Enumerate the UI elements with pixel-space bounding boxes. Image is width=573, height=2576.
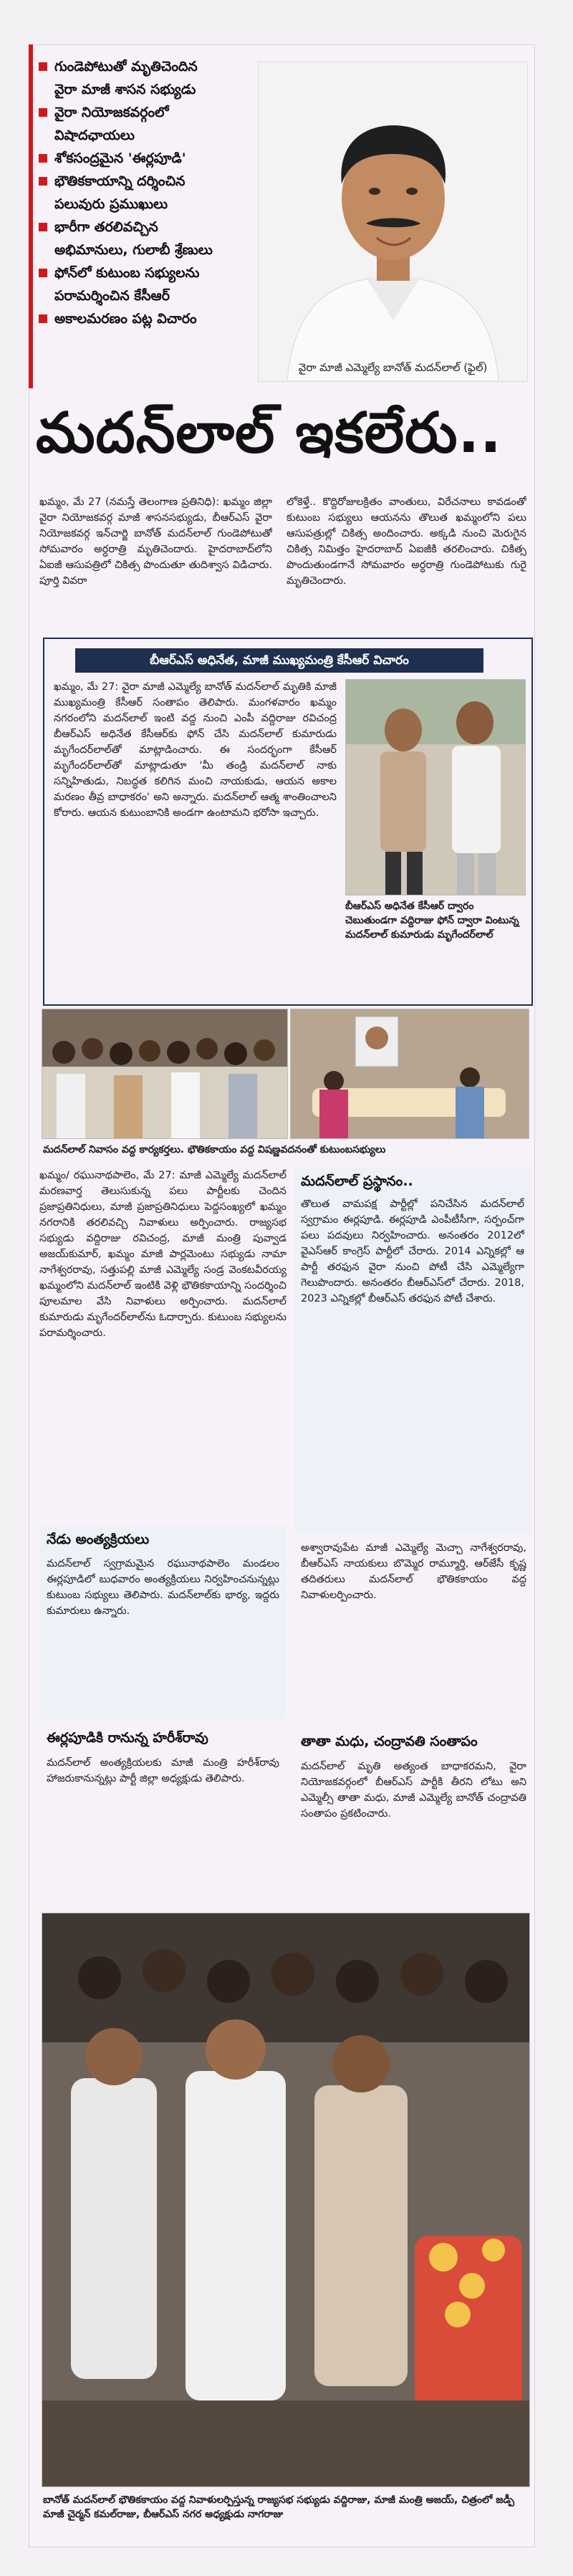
crowd-photo: [42, 1009, 288, 1139]
phone-call-photo: [345, 679, 526, 895]
highlight-item: [36, 287, 251, 305]
funeral-text: మదన్‌లాల్ స్వగ్రామమైన రఘునాథపాలెం మండలం ఈర్లపూడిలో బుధవారం అంత్యక్రియలు నిర్వహించనున్నట్లు కుటుంబ సభ్యులు తెలిపారు. మదన్‌లాల్‌కు భార్య, ఇద్దరు కుమారులు ఉన్నారు.: [47, 1558, 279, 1617]
family-illustration: [291, 1009, 529, 1138]
highlight-item: [36, 195, 251, 213]
crowd-illustration: [42, 1009, 287, 1138]
tribute-illustration: [42, 1913, 529, 2486]
box-photo-caption: బీఆర్ఎస్ అధినేత కేసీఆర్ ద్వారం చెబుతుండగా వద్దిరాజు ఫోన్ ద్వారా వింటున్న మదన్‌లాల్ కుమారుడు మృగేందర్‌లాల్: [345, 900, 519, 941]
lead-right-text: లోకెళ్తే.. కొద్దిరోజులక్రితం వాంతులు, విరేచనాలు కావడంతో కుటుంబ సభ్యులు ఆయనను తొలుత ఖమ్మంలోని పలు ఆసుపత్రుల్లో చికిత్స అందించారు. అక్కడి నుంచి మెరుగైన చికిత్స నిమిత్తం హైదరాబాద్ ఏఐజీకి తరలించారు. చికిత్స పొందుతుండగానే సోమవారం అర్ధరాత్రి గుండెపోటుకు గురై మృతిచెందారు.: [286, 496, 526, 587]
highlight-text: పలువురు ప్రముఖులు: [54, 196, 168, 212]
highlight-item: [36, 103, 251, 122]
bullet-icon: [39, 269, 47, 277]
bullet-icon: [39, 62, 47, 71]
highlight-text: విషాదఛాయలు: [54, 128, 135, 143]
harish-heading: ఈర్లపూడికి రానున్న హరీశ్‌రావు: [47, 1730, 208, 1746]
bullet-icon: [39, 177, 47, 186]
col-left-text: ఖమ్మం/ రఘునాథపాలెం, మే 27: మాజీ ఎమ్మెల్యే మదన్‌లాల్ మరణవార్త తెలుసుకున్న పలు పార్టీలకు చెందిన ప్రజాప్రతినిధులు, మాజీ ప్రజాప్రతినిధులు పెద్దసంఖ్యలో ఖమ్మం నగరానికి తరలివచ్చి నివాళులు అర్పించారు. రాజ్యసభ సభ్యుడు వద్దిరాజు రవిచంద్ర, మాజీ మంత్రి పువ్వాడ అజయ్‌కుమార్, ఖమ్మం మాజీ పార్లమెంటు సభ్యుడు నామా నాగేశ్వరరావు, సత్తుపల్లి మాజీ ఎమ్మెల్యే సండ్ర వెంకటవీరయ్య ఖమ్మంలోని మదన్‌లాల్ ఇంటికి వెళ్లి భౌతికకాయాన్ని సందర్శించి పూలమాల వేసి నివాళులు అర్పించారు. మదన్‌లాల్ కుమారుడు మృగేందర్‌లాల్‌ను ఓదార్చారు. కుటుంబ సభ్యులను పరామర్శించారు.: [39, 1170, 286, 1339]
highlight-text: వైరా నియోజకవర్గంలో: [54, 105, 169, 120]
highlight-item: [36, 172, 251, 191]
bottom-photo-caption: బానోత్ మదన్‌లాల్ భౌతికకాయం వద్ద నివాళులర్పిస్తున్న రాజ్యసభ సభ్యుడు వద్దిరాజు, మాజీ మంత్రి అజయ్, చిత్రంలో జడ్పీ మాజీ చైర్మన్ కమల్‌రాజు, బీఆర్ఎస్ నగర అధ్యక్షుడు నాగరాజు: [43, 2494, 515, 2520]
highlight-item: [36, 149, 251, 168]
highlights-rail: [29, 44, 33, 388]
highlight-text: భారీగా తరలివచ్చిన: [54, 219, 158, 235]
harish-text: మదన్‌లాల్ అంత్యక్రియలకు మాజీ మంత్రి హరీశ్‌రావు హాజరుకానున్నట్లు పార్టీ జిల్లా అధ్యక్షుడు తెలిపారు.: [47, 1757, 279, 1784]
highlight-item: [36, 264, 251, 282]
highlights-list: [36, 57, 251, 383]
condolence-text: మదన్‌లాల్ మృతి అత్యంత బాధాకరమని, వైరా నియోజకవర్గంలో బీఆర్ఎస్ పార్టీకి తీరని లోటు అని ఎమ్మెల్సీ తాతా మధు, మాజీ ఎమ్మెల్యే బానోత్ చంద్రావతి సంతాపం ప్రకటించారు.: [301, 1761, 526, 1820]
box-heading: బీఆర్ఎస్ అధినేత, మాజీ ముఖ్యమంత్రి కేసీఆర్ విచారం: [75, 648, 483, 673]
portrait-caption: వైరా మాజీ ఎమ్మెల్యే బానోత్ మదన్‌లాల్ (ఫైల్): [298, 361, 488, 374]
highlight-text: శోకసంద్రమైన 'ఈర్లపూడి': [54, 150, 186, 166]
career-heading: మదన్‌లాల్ ప్రస్థానం..: [301, 1173, 413, 1189]
highlight-text: అభిమానులు, గులాబీ శ్రేణులు: [54, 242, 213, 258]
wide-photo-caption: మదన్‌లాల్ నివాసం వద్ద కార్యకర్తలు. భౌతికకాయం వద్ద విషణ్ణవదనంతో కుటుంబసభ్యులు: [43, 1144, 386, 1155]
highlight-item: [36, 57, 251, 76]
highlight-text: గుండెపోటుతో మృతిచెందిన: [54, 59, 198, 75]
bullet-icon: [39, 314, 47, 323]
career-text: తొలుత వామపక్ష పార్టీల్లో పనిచేసిన మదన్‌లాల్ స్వగ్రామం ఈర్లపూడి. ఈర్లపూడి ఎంపీటీసీగా, సర్పంచ్‌గా పలు పదవులు నిర్వహించారు. అనంతరం 2012లో వైఎస్ఆర్ కాంగ్రెస్ పార్టీలో చేరారు. 2014 ఎన్నికల్లో ఆ పార్టీ తరఫున వైరా నుంచి పోటీ చేసి ఎమ్మెల్యేగా గెలుపొందారు. అనంతరం బీఆర్ఎస్‌లో చేరారు. 2018, 2023 ఎన్నికల్లో బీఆర్ఎస్ తరఫున పోటీ చేశారు.: [301, 1198, 524, 1304]
headline: మదన్‌లాల్ ఇకలేరు..: [36, 401, 502, 466]
family-photo: [290, 1009, 529, 1139]
box-text: ఖమ్మం, మే 27: వైరా మాజీ ఎమ్మెల్యే బానోత్ మదన్‌లాల్ మృతికి మాజీ ముఖ్యమంత్రి కేసీఆర్ సంతాపం తెలిపారు. మంగళవారం ఖమ్మం నగరంలోని మదన్‌లాల్ ఇంటి వద్ద నుంచి ఎంపీ వద్దిరాజు రవిచంద్ర బీఆర్ఎస్ అధినేత కేసీఆర్‌కు ఫోన్ చేసి మదన్‌లాల్ కుమారుడు మృగేందర్‌లాల్‌తో మాట్లాడించారు. ఈ సందర్భంగా కేసీఆర్ మృగేందర్‌లాల్‌తో మాట్లాడుతూ 'మీ తండ్రి మదన్‌లాల్ నాకు సన్నిహితుడు, నిబద్ధత కలిగిన మంచి నాయకుడు, ఆయన అకాల మరణం తీవ్ర బాధాకరం' అని అన్నారు. మదన్‌లాల్ ఆత్మ శాంతించాలని కోరారు. ఆయన కుటుంబానికి అండగా ఉంటామని భరోసా ఇచ్చారు.: [54, 681, 337, 819]
portrait-photo: [258, 62, 528, 382]
highlight-text: భౌతికకాయాన్ని దర్శించిన: [54, 173, 186, 189]
bullet-icon: [39, 108, 47, 117]
condolence-heading: తాతా మధు, చంద్రావతి సంతాపం: [301, 1734, 478, 1749]
highlight-text: అకాలమరణం పట్ల విచారం: [54, 311, 197, 327]
phone-call-illustration: [346, 680, 525, 895]
highlight-text: పరామర్శించిన కేసీఆర్: [54, 288, 170, 304]
lead-left-text: ఖమ్మం, మే 27 (నమస్తే తెలంగాణ ప్రతినిధి): ఖమ్మం జిల్లా వైరా నియోజకవర్గ మాజీ శాసనసభ్యుడు, బీఆర్ఎస్ వైరా నియోజకవర్గ ఇన్‌చార్జి బానోత్ మదన్‌లాల్ గుండెపోటుతో సోమవారం అర్ధరాత్రి మృతిచెందారు. హైదరాబాద్‌లోని ఏఐజీ ఆసుపత్రిలో చికిత్స పొందుతూ తుదిశ్వాస విడిచారు. పూర్తి వివరా: [39, 496, 272, 587]
portrait-illustration: [259, 62, 527, 381]
mid-text: అశ్వారావుపేట మాజీ ఎమ్మెల్యే మెచ్చా నాగేశ్వరరావు, బీఆర్ఎస్ నాయకులు బొమ్మెర రామ్మూర్తి, ఆర్‌జేసీ కృష్ణ తదితరులు మదన్‌లాల్ భౌతికకాయం వద్ద నివాళులర్పించారు.: [301, 1542, 526, 1601]
funeral-heading: నేడు అంత్యక్రియలు: [47, 1532, 150, 1547]
tribute-photo: [42, 1913, 530, 2487]
highlight-item: [36, 126, 251, 145]
bullet-icon: [39, 223, 47, 231]
highlight-item: [36, 241, 251, 259]
highlight-item: [36, 309, 251, 328]
bullet-icon: [39, 154, 47, 163]
highlight-item: [36, 80, 251, 99]
highlight-item: [36, 218, 251, 236]
highlight-text: వైరా మాజీ శాసన సభ్యుడు: [54, 82, 196, 97]
highlight-text: ఫోన్‌లో కుటుంబ సభ్యులను: [54, 265, 200, 281]
